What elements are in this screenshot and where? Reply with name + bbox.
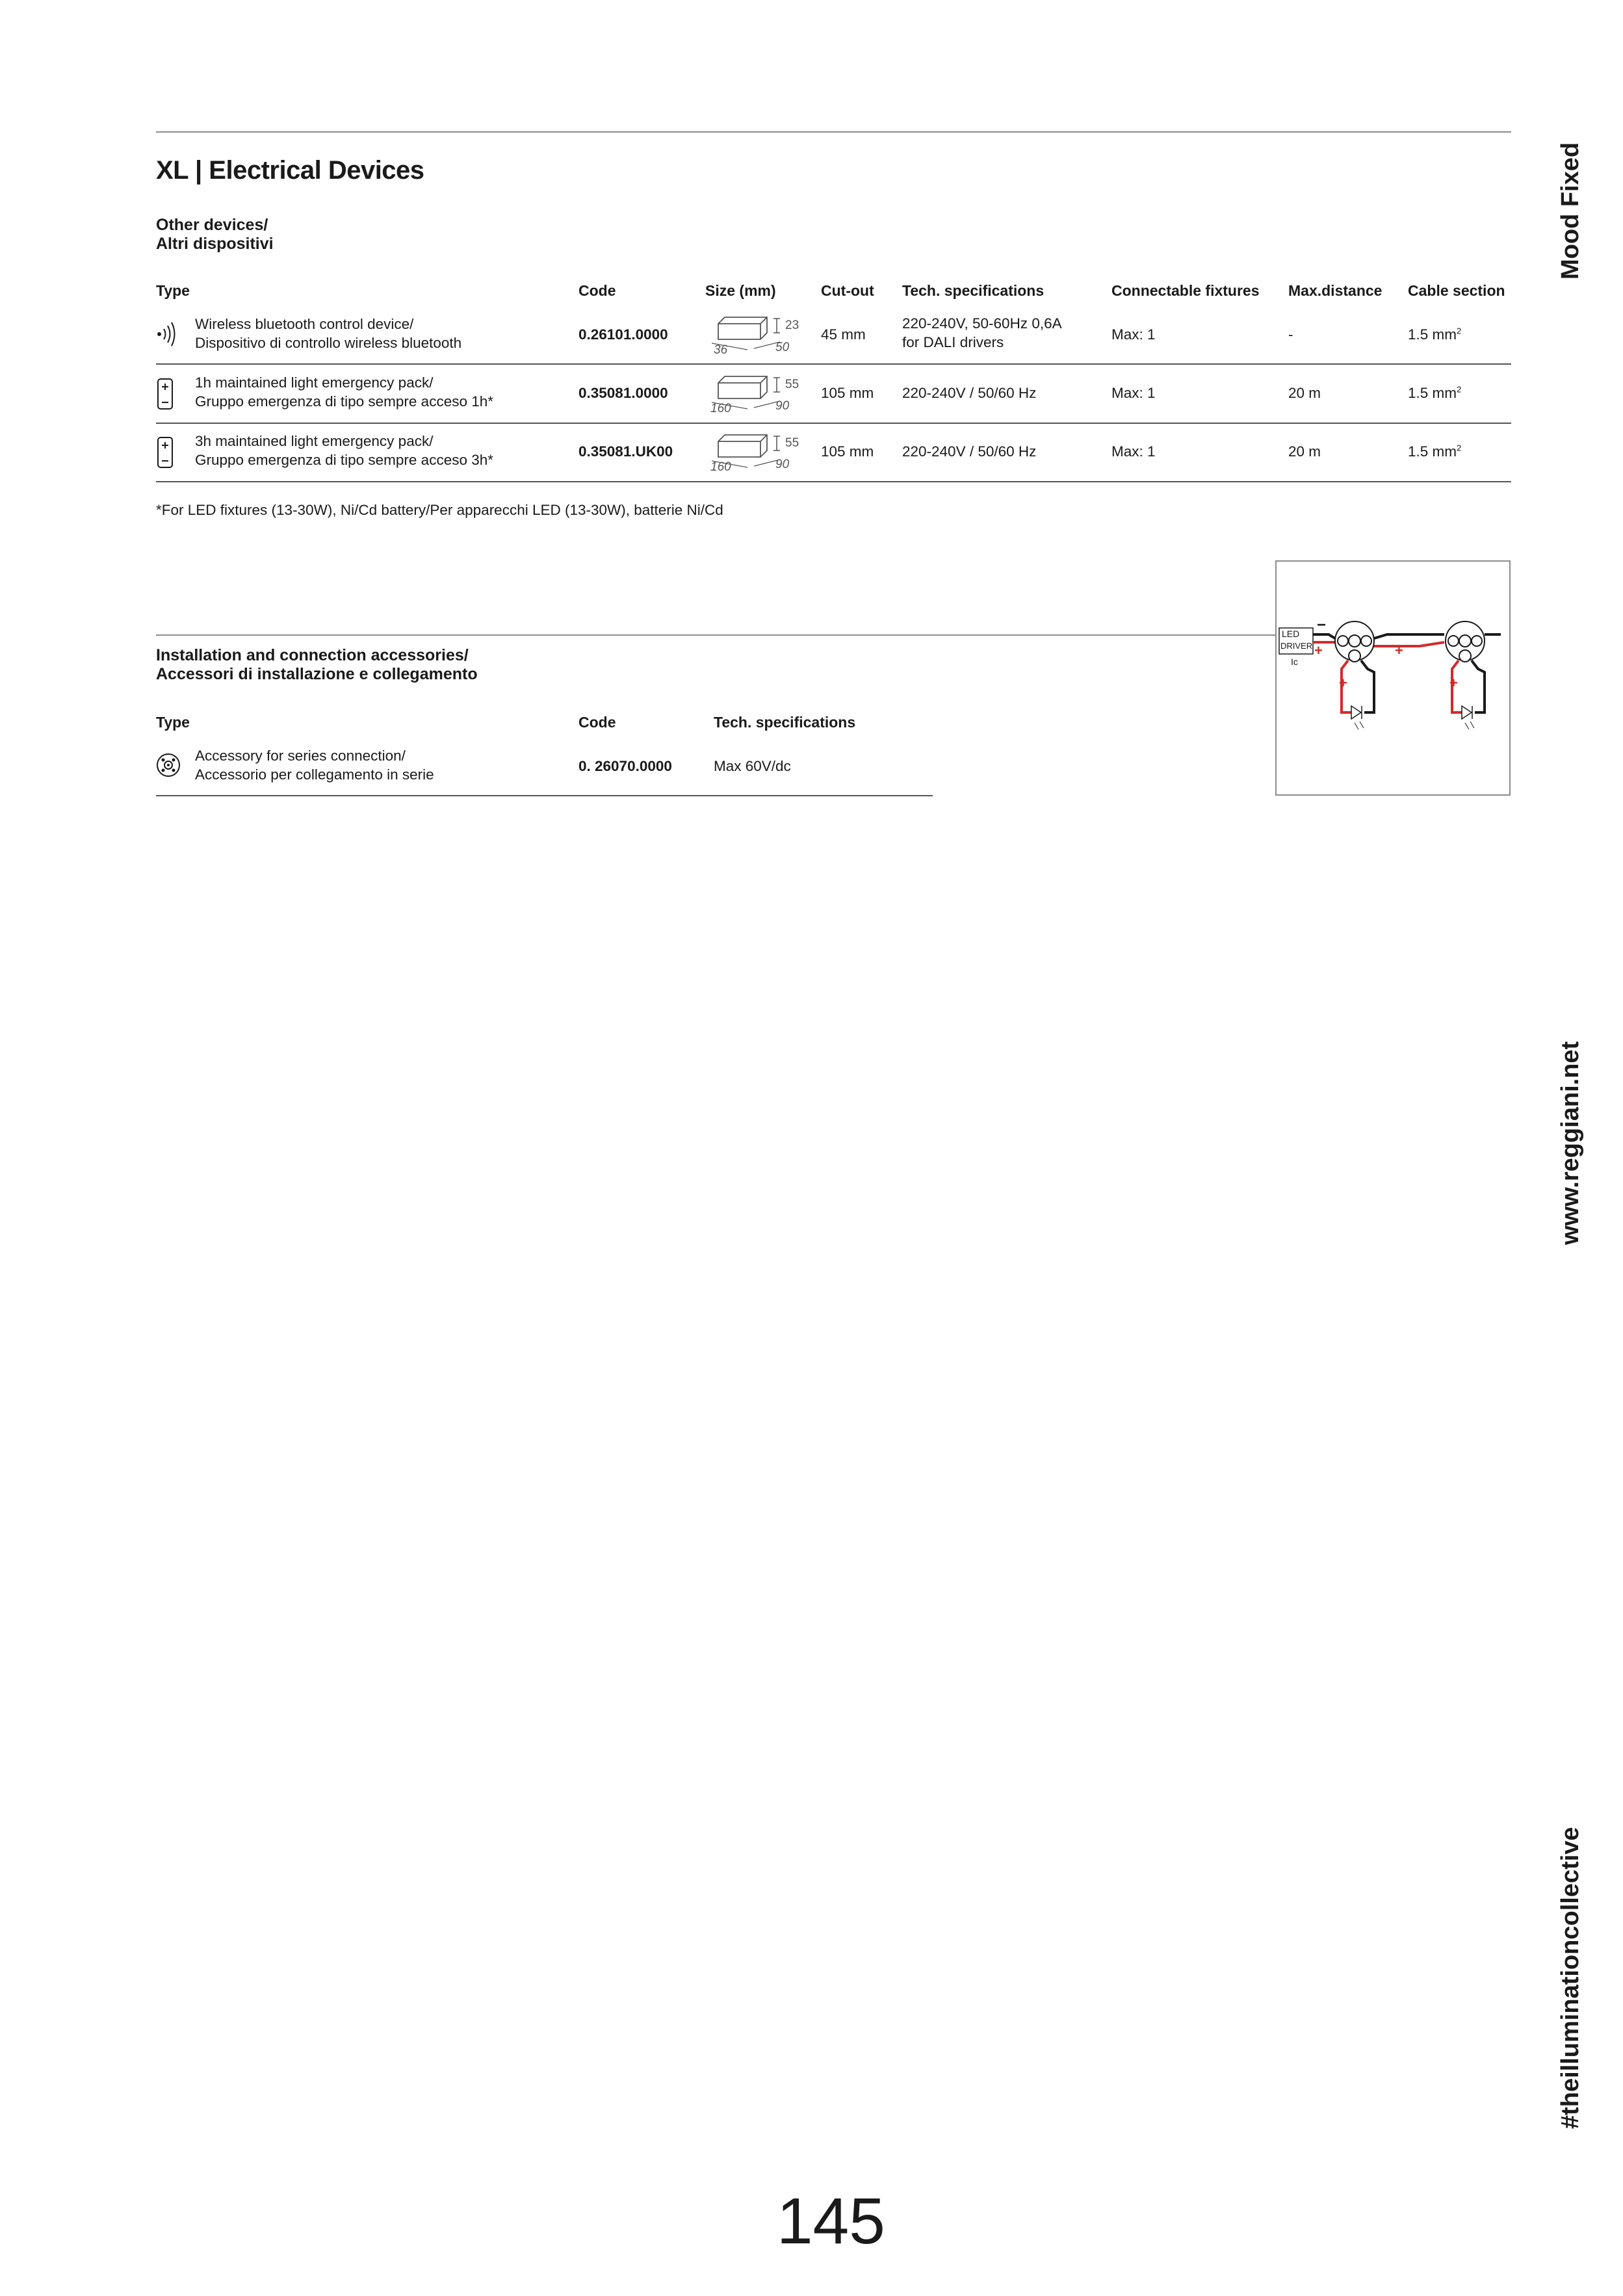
connectable-cell: Max: 1 (1111, 326, 1156, 343)
driver-label: DRIVER (1280, 641, 1313, 651)
type-line2: Accessorio per collegamento in serie (195, 766, 434, 783)
connectable-cell: Max: 1 (1111, 443, 1156, 460)
size-h-label: 23 (785, 319, 799, 332)
type-cell (195, 315, 461, 352)
col-header-cable: Cable section (1408, 282, 1505, 299)
connectable-cell: Max: 1 (1111, 385, 1156, 401)
cable-cell (1408, 325, 1461, 344)
col-header-cutout: Cut-out (821, 282, 874, 299)
ic-label: Ic (1291, 657, 1298, 667)
size-h-label: 55 (785, 378, 799, 391)
section-heading-line1: Installation and connection accessories/ (156, 646, 469, 664)
type-cell (195, 373, 493, 411)
wiring-diagram-graphic (1277, 562, 1509, 794)
col-header-tech: Tech. specifications (714, 714, 856, 731)
type-line2: Dispositivo di controllo wireless bluetooth (195, 335, 462, 351)
cable-cell (1408, 442, 1461, 461)
col-header-type: Type (156, 282, 190, 299)
code-cell: 0.35081.UK00 (578, 443, 673, 460)
section-heading-other-devices (156, 216, 274, 254)
tech-cell (902, 384, 1036, 402)
tech-line2: for DALI drivers (902, 334, 1004, 350)
tech-cell: Max 60V/dc (714, 758, 791, 774)
tech-line1: 220-240V, 50-60Hz 0,6A (902, 315, 1062, 332)
plus-label: + (1449, 675, 1458, 691)
tech-line1: 220-240V / 50/60 Hz (902, 385, 1037, 401)
row-divider (156, 481, 1511, 482)
size-a-label: 160 (710, 460, 731, 474)
code-cell: 0.35081.0000 (578, 385, 668, 401)
cable-unit-sup: 2 (1457, 384, 1462, 395)
row-divider (156, 363, 1511, 365)
footnote: *For LED fixtures (13-30W), Ni/Cd battery/Per apparecchi LED (13-30W), batterie Ni/Cd (156, 502, 723, 518)
code-cell: 0. 26070.0000 (578, 758, 672, 774)
cable-value: 1.5 mm (1408, 385, 1457, 401)
row-divider (156, 795, 933, 796)
col-header-maxdist: Max.distance (1288, 282, 1383, 299)
size-b-label: 50 (775, 341, 790, 354)
maxdist-cell: - (1288, 326, 1293, 343)
cable-value: 1.5 mm (1408, 443, 1457, 460)
col-header-size: Size (mm) (705, 282, 776, 299)
series-connector-icon (155, 751, 182, 779)
col-header-code: Code (578, 714, 616, 731)
cable-value: 1.5 mm (1408, 326, 1457, 343)
maxdist-cell: 20 m (1288, 385, 1321, 401)
tech-line1: 220-240V / 50/60 Hz (902, 443, 1037, 460)
battery-icon (156, 436, 175, 469)
section-heading-line2: Altri dispositivi (156, 235, 274, 253)
cable-cell (1408, 384, 1461, 402)
section-heading-line1: Other devices/ (156, 216, 268, 234)
section-heading-installation (156, 646, 478, 684)
cutout-cell: 105 mm (821, 385, 874, 401)
section-heading-line2: Accessori di installazione e collegamento (156, 665, 478, 683)
col-header-connectable: Connectable fixtures (1111, 282, 1260, 299)
top-rule (156, 131, 1511, 133)
cable-unit-sup: 2 (1457, 443, 1462, 453)
tech-cell (902, 314, 1062, 352)
sidebar-hashtag: #theilluminationcollective (1557, 1827, 1584, 2129)
type-cell (195, 432, 493, 469)
plus-label: + (1314, 642, 1323, 659)
page-title: XL | Electrical Devices (156, 156, 424, 185)
plus-label: + (1395, 642, 1403, 659)
tech-cell (902, 442, 1036, 461)
cutout-cell: 45 mm (821, 326, 866, 343)
type-line1: Accessory for series connection/ (195, 748, 406, 764)
maxdist-cell: 20 m (1288, 443, 1321, 460)
minus-label: − (1317, 616, 1327, 634)
page-number: 145 (777, 2185, 885, 2258)
size-a-label: 160 (710, 402, 731, 415)
sidebar-category: Mood Fixed (1557, 142, 1584, 280)
bluetooth-wireless-icon (156, 320, 179, 348)
cutout-cell: 105 mm (821, 443, 874, 460)
sidebar-website: www.reggiani.net (1557, 1041, 1584, 1245)
section-rule (156, 634, 1275, 636)
col-header-type: Type (156, 714, 190, 731)
wiring-diagram (1275, 560, 1511, 796)
type-cell (195, 746, 434, 784)
type-line1: 1h maintained light emergency pack/ (195, 374, 434, 391)
type-line1: Wireless bluetooth control device/ (195, 316, 414, 332)
size-b-label: 90 (775, 458, 790, 471)
row-divider (156, 423, 1511, 424)
type-line1: 3h maintained light emergency pack/ (195, 433, 434, 449)
size-h-label: 55 (785, 436, 799, 450)
type-line2: Gruppo emergenza di tipo sempre acceso 3h* (195, 452, 494, 468)
col-header-code: Code (578, 282, 616, 299)
code-cell: 0.26101.0000 (578, 326, 668, 343)
col-header-tech: Tech. specifications (902, 282, 1045, 299)
size-b-label: 90 (775, 399, 790, 413)
plus-label: + (1339, 675, 1347, 691)
battery-icon (156, 377, 175, 411)
cable-unit-sup: 2 (1457, 326, 1462, 336)
type-line2: Gruppo emergenza di tipo sempre acceso 1h* (195, 393, 494, 410)
size-a-label: 36 (714, 343, 728, 357)
led-label: LED (1282, 629, 1300, 639)
